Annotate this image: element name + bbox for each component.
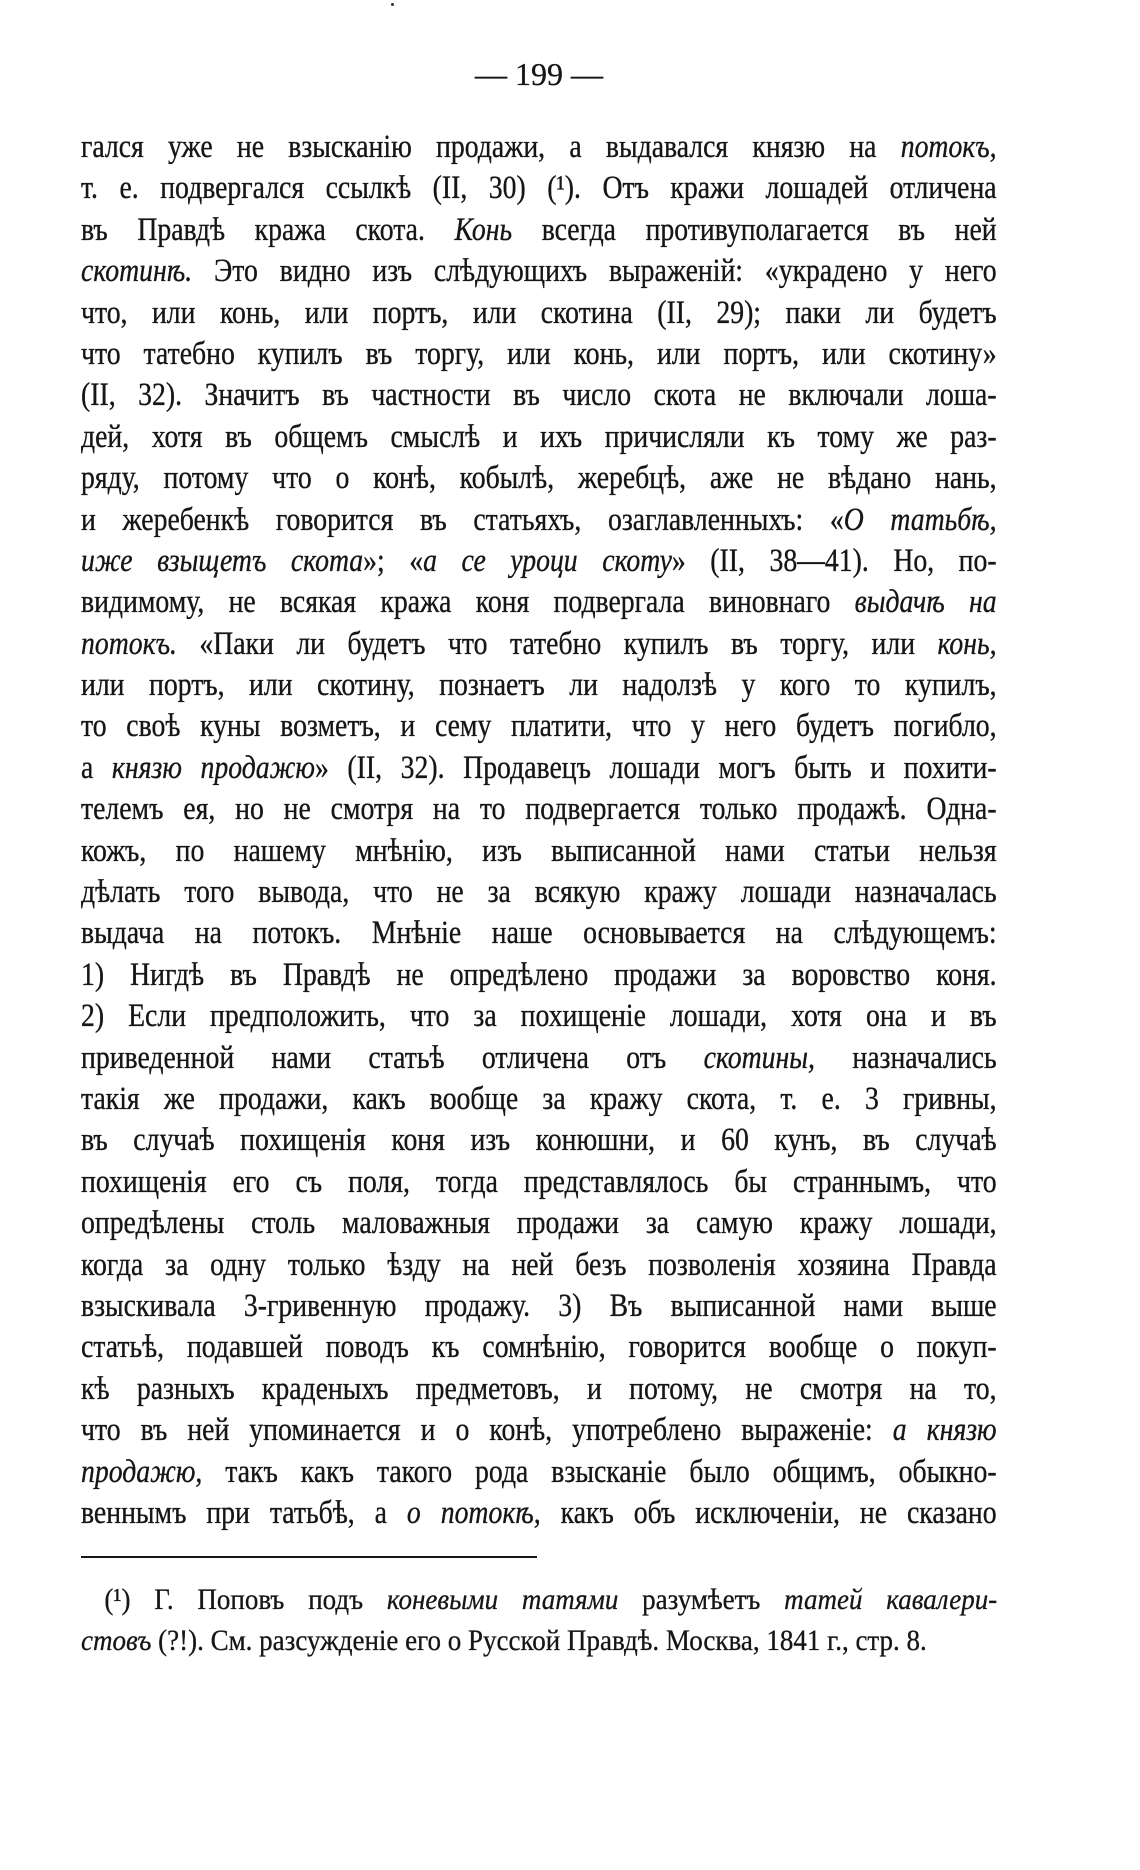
text-run: (¹) Г. Поповъ подъ — [104, 1583, 387, 1616]
footnote-rule — [81, 1556, 537, 1558]
text-run: »; « — [363, 542, 424, 579]
italic-text: продажю, — [81, 1453, 203, 1490]
text-line — [81, 417, 997, 458]
italic-text: татей кавалери- — [784, 1583, 998, 1616]
text-line — [81, 1038, 997, 1079]
text-line — [81, 913, 997, 954]
text-run: веннымъ при татьбѣ, а — [81, 1494, 407, 1531]
text-run: что въ ней упоминается и о конѣ, употреблено выраженіе: — [81, 1412, 893, 1449]
text-run: похищенія его съ поля, тогда представлялось бы страннымъ, что — [81, 1163, 997, 1200]
text-line — [81, 831, 997, 872]
text-line — [81, 1369, 997, 1410]
text-line — [81, 1493, 997, 1534]
text-run: или портъ, или скотину, познаетъ ли надолзѣ у кого то купилъ, — [81, 667, 997, 704]
text-line — [81, 665, 997, 706]
text-line — [81, 1452, 997, 1493]
text-run: т. е. подвергался ссылкѣ (II, 30) (¹). Отъ кражи лошадей отличена — [81, 170, 997, 207]
text-run: какъ объ исключеніи, не сказано — [540, 1494, 997, 1531]
text-run: и жеребенкѣ говорится въ статьяхъ, озаглавленныхъ: « — [81, 501, 844, 538]
text-run: что, или конь, или портъ, или скотина (II, 29); паки ли будетъ — [81, 294, 997, 331]
text-run: такъ какъ такого рода взысканіе было общимъ, обыкно- — [202, 1453, 997, 1490]
text-run: приведенной нами статьѣ отличена отъ — [81, 1039, 704, 1076]
text-run: а — [81, 749, 112, 786]
text-line — [81, 1203, 997, 1244]
text-run: въ Правдѣ кража скота. — [81, 211, 455, 248]
text-run: 1) Нигдѣ въ Правдѣ не опредѣлено продажи за воровство коня. — [81, 956, 997, 993]
text-line — [81, 955, 997, 996]
text-run: то своѣ куны возметъ, и сему платити, что у него будетъ погибло, — [81, 708, 997, 745]
italic-text: о потокѣ, — [406, 1494, 541, 1531]
italic-text: О татьбѣ, — [843, 501, 997, 538]
text-run: » (II, 32). Продавецъ лошади могъ быть и похити- — [314, 749, 997, 786]
text-line — [81, 541, 997, 582]
text-line — [81, 1410, 997, 1451]
footnote-line — [81, 1620, 997, 1661]
text-line — [81, 168, 997, 209]
page-number: — 199 — — [475, 56, 603, 92]
text-run: дей, хотя въ общемъ смыслѣ и ихъ причисляли къ тому же раз- — [81, 418, 997, 455]
text-line — [81, 1079, 997, 1120]
text-run: взыскивала 3-гривенную продажу. 3) Въ выписанной нами выше — [81, 1287, 997, 1324]
text-line — [81, 789, 997, 830]
text-line — [81, 293, 997, 334]
italic-text: Конь — [454, 211, 513, 248]
text-line — [81, 1162, 997, 1203]
text-run: телемъ ея, но не смотря на то подвергается только продажѣ. Одна- — [81, 791, 997, 828]
text-run: (II, 32). Значитъ въ частности въ число скота не включали лоша- — [81, 377, 997, 414]
text-run: опредѣлены столь маловажныя продажи за самую кражу лошади, — [81, 1205, 997, 1242]
italic-text: коневыми татями — [386, 1583, 619, 1616]
scan-speck — [391, 3, 394, 6]
text-line — [81, 500, 997, 541]
italic-text: скотинѣ. — [81, 253, 193, 290]
italic-text: стовъ — [81, 1624, 152, 1657]
text-line — [81, 458, 997, 499]
text-line — [81, 582, 997, 623]
text-line — [81, 210, 997, 251]
italic-text: потокъ, — [900, 129, 997, 165]
italic-text: а се уроци скоту — [423, 542, 672, 579]
text-run: выдача на потокъ. Мнѣніе наше основывается на слѣдующемъ: — [81, 915, 997, 952]
italic-text: иже взыщетъ скота — [81, 542, 364, 579]
text-line — [81, 624, 997, 665]
italic-text: выдачѣ на — [854, 584, 997, 621]
text-run: видимому, не всякая кража коня подвергала виновнаго — [81, 584, 855, 621]
text-line — [81, 375, 997, 416]
text-run: назначались — [815, 1039, 997, 1076]
text-line — [81, 251, 997, 292]
italic-text: потокъ. — [81, 625, 177, 662]
text-run: разумѣетъ — [618, 1583, 785, 1616]
text-run: въ случаѣ похищенія коня изъ конюшни, и 60 кунъ, въ случаѣ — [81, 1122, 997, 1159]
italic-text: конь, — [937, 625, 997, 662]
italic-text: скотины, — [703, 1039, 816, 1076]
text-line — [81, 1120, 997, 1161]
text-run: всегда противуполагается въ ней — [512, 211, 997, 248]
text-run: (?!). См. разсужденіе его о Русской Правдѣ. Москва, 1841 г., стр. 8. — [151, 1624, 927, 1657]
text-run: » (II, 38—41). Но, по- — [671, 542, 997, 579]
text-line — [81, 872, 997, 913]
text-run: статьѣ, подавшей поводъ къ сомнѣнію, говорится вообще о покуп- — [81, 1329, 997, 1366]
body-text — [81, 127, 997, 1534]
text-line — [81, 706, 997, 747]
text-line — [81, 996, 997, 1037]
text-run: когда за одну только ѣзду на ней безъ позволенія хозяина Правда — [81, 1246, 997, 1283]
text-line — [81, 127, 997, 168]
text-line — [81, 1327, 997, 1368]
text-run: Это видно изъ слѣдующихъ выраженій: «украдено у него — [192, 253, 997, 290]
text-line — [81, 1245, 997, 1286]
text-run: ряду, потому что о конѣ, кобылѣ, жеребцѣ, аже не вѣдано нань, — [81, 460, 997, 497]
text-line — [81, 748, 997, 789]
text-run: гался уже не взысканію продажи, а выдавался князю на — [81, 129, 901, 165]
text-run: «Паки ли будетъ что татебно купилъ въ торгу, или — [176, 625, 938, 662]
footnote — [81, 1579, 997, 1661]
text-run: 2) Если предположить, что за похищеніе лошади, хотя она и въ — [81, 998, 997, 1035]
text-run: дѣлать того вывода, что не за всякую кражу лошади назначалась — [81, 874, 997, 911]
italic-text: князю продажю — [111, 749, 315, 786]
text-line — [81, 1286, 997, 1327]
text-run: кѣ разныхъ краденыхъ предметовъ, и потому, не смотря на то, — [81, 1370, 997, 1407]
text-run: что татебно купилъ въ торгу, или конь, или портъ, или скотину» — [81, 335, 997, 372]
text-line — [81, 334, 997, 375]
footnote-line — [81, 1579, 997, 1620]
text-run: кожъ, по нашему мнѣнію, изъ выписанной нами статьи нельзя — [81, 832, 997, 869]
text-run: такія же продажи, какъ вообще за кражу скота, т. е. 3 гривны, — [81, 1080, 997, 1117]
italic-text: а князю — [892, 1412, 997, 1449]
